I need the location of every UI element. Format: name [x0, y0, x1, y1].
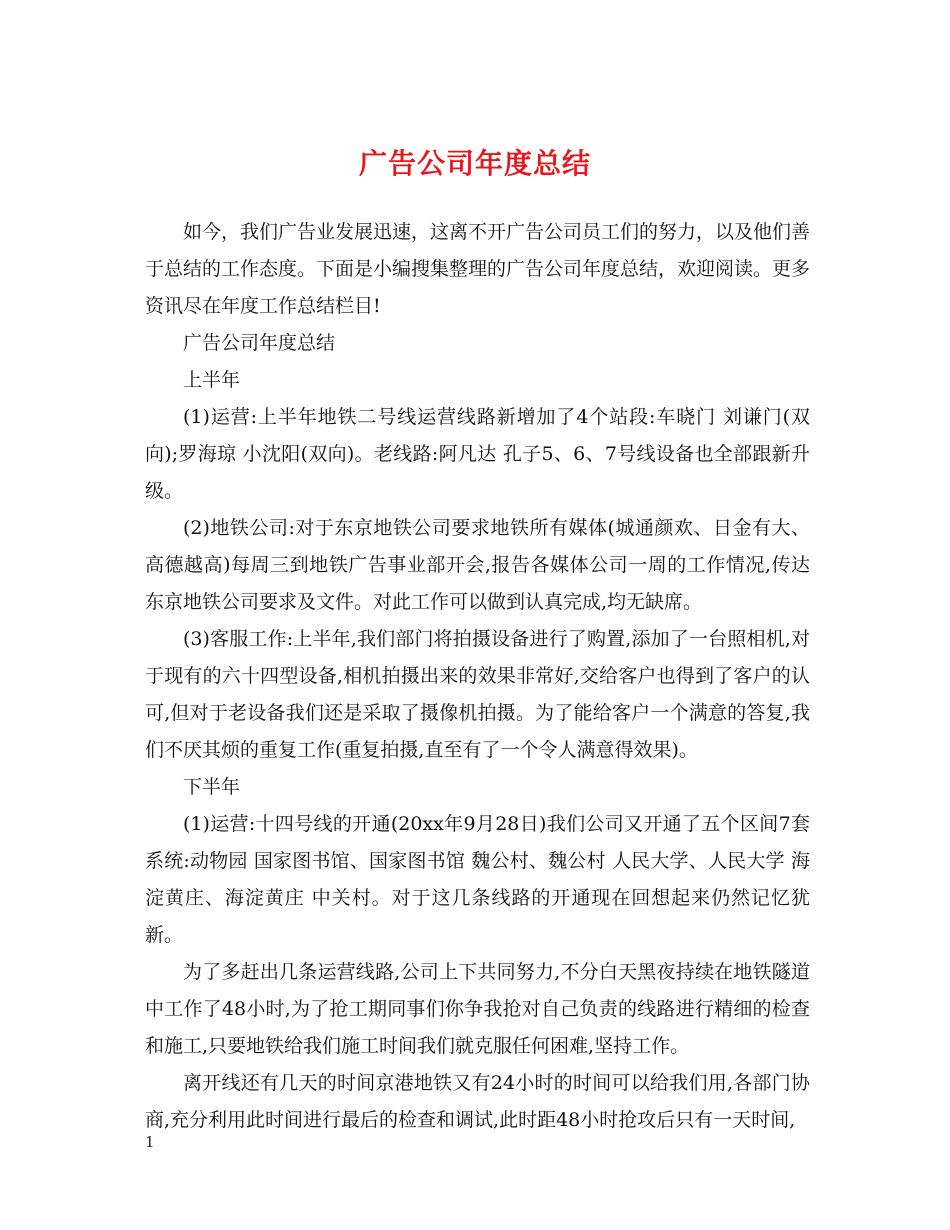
paragraph-customer-service: (3)客服工作:上半年,我们部门将拍摄设备进行了购置,添加了一台照相机,对于现有的六十四型设备,相机拍摄出来的效果非常好,交给客户也得到了客户的认可,但对于老设备我们还是采取了摄像机拍摄。为了能给客户一个满意的答复,我们不厌其烦的重复工作(重复拍摄,直至有了一个令人满意得效果)。	[145, 628, 810, 761]
paragraph-intro: 如今，我们广告业发展迅速，这离不开广告公司员工们的努力，以及他们善于总结的工作态度。下面是小编搜集整理的广告公司年度总结，欢迎阅读。更多资讯尽在年度工作总结栏目!	[145, 221, 811, 317]
document-title: 广告公司年度总结	[358, 147, 591, 180]
paragraph-effort: 为了多赶出几条运营线路,公司上下共同努力,不分白天黑夜持续在地铁隧道中工作了48小时,为了抢工期同事们你争我抢对自己负责的线路进行精细的检查和施工,只要地铁给我们施工时间我们就克服任何困难,坚持工作。	[145, 961, 810, 1057]
document-body	[145, 214, 810, 1139]
paragraph-metro-company: (2)地铁公司:对于东京地铁公司要求地铁所有媒体(城通颜欢、日金有大、高德越高)每周三到地铁广告事业部开会,报告各媒体公司一周的工作情况,传达东京地铁公司要求及文件。对此工作可以做到认真完成,均无缺席。	[145, 517, 810, 613]
paragraph-heading: 广告公司年度总结	[183, 332, 336, 354]
page-number: 1	[145, 1133, 155, 1151]
paragraph-operations-1: (1)运营:上半年地铁二号线运营线路新增加了4个站段:车晓门 刘谦门(双向);罗海琼 小沈阳(双向)。老线路:阿凡达 孔子5、6、7号线设备也全部跟新升级。	[145, 406, 810, 502]
paragraph-operations-2: (1)运营:十四号线的开通(20xx年9月28日)我们公司又开通了五个区间7套系统:动物园 国家图书馆、国家图书馆 魏公村、魏公村 人民大学、人民大学 海淀黄庄、海淀黄庄 中关村。对于这几条线路的开通现在回想起来仍然记忆犹新。	[145, 813, 810, 946]
section-second-half: 下半年	[183, 776, 241, 798]
section-first-half: 上半年	[183, 369, 241, 391]
paragraph-final-check: 离开线还有几天的时间京港地铁又有24小时的时间可以给我们用,各部门协商,充分利用此时间进行最后的检查和调试,此时距48小时抢攻后只有一天时间,	[145, 1072, 810, 1131]
